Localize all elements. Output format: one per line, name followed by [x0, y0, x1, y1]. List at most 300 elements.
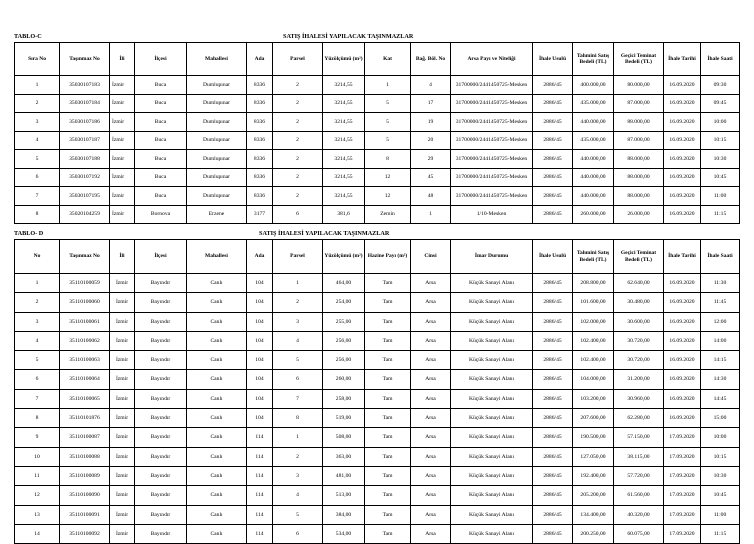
table-cell: 35030107183	[60, 76, 110, 95]
table-cell: Buca	[135, 113, 187, 132]
tabloD-header-cell: Cinsi	[411, 240, 451, 274]
tablo-c-title: SATIŞ İHALESİ YAPILACAK TAŞINMAZLAR	[283, 33, 414, 40]
table-cell: 2	[273, 293, 323, 312]
table-cell: Tam	[365, 293, 411, 312]
table-row	[15, 486, 740, 505]
table-cell: 15:00	[701, 409, 740, 428]
table-cell: 104	[247, 274, 273, 293]
table-cell: Tam	[365, 274, 411, 293]
table-cell: Küçük Sanayi Alanı	[451, 447, 533, 466]
tabloD-header-cell: Parsel	[273, 240, 323, 274]
tabloD-header-cell: Yüzölçümü (m²)	[323, 240, 365, 274]
table-cell: 35020104259	[60, 205, 110, 224]
table-row	[15, 409, 740, 428]
table-cell: 16.09.2020	[664, 274, 701, 293]
table-cell: Tam	[365, 389, 411, 408]
table-cell: 11:00	[701, 187, 740, 206]
table-cell: Bayındır	[135, 524, 187, 543]
table-cell: Canlı	[187, 274, 247, 293]
table-cell: 2886/45	[533, 447, 573, 466]
tabloC-header-cell: İhale Usulü	[533, 43, 573, 76]
table-cell: 3214,55	[323, 131, 365, 150]
table-cell: Küçük Sanayi Alanı	[451, 524, 533, 543]
table-cell: İzmir	[110, 113, 135, 132]
tabloD-header-cell: İhale Saati	[701, 240, 740, 274]
table-cell: 2886/45	[533, 113, 573, 132]
table-cell: 6	[15, 168, 60, 187]
table-cell: 2	[273, 187, 323, 206]
table-cell: Bayındır	[135, 505, 187, 524]
table-cell: Arsa	[411, 331, 451, 350]
table-cell: 1	[273, 428, 323, 447]
tabloC-header-cell: Yüzölçümü (m²)	[323, 43, 365, 76]
table-cell: 31700000/2441450725-Mesken	[451, 94, 533, 113]
table-cell: 435.000,00	[573, 131, 614, 150]
table-cell: 88.000,00	[614, 168, 664, 187]
table-cell: Küçük Sanayi Alanı	[451, 428, 533, 447]
table-cell: Küçük Sanayi Alanı	[451, 486, 533, 505]
table-cell: 6	[273, 524, 323, 543]
table-cell: 35030107184	[60, 94, 110, 113]
table-cell: 5	[365, 94, 411, 113]
table-row	[15, 428, 740, 447]
table-cell: 400.000,00	[573, 76, 614, 95]
table-cell: 17.09.2020	[664, 466, 701, 485]
table-cell: 16.09.2020	[664, 389, 701, 408]
table-cell: 205.200,00	[573, 486, 614, 505]
tabloD-header-cell: İhale Usulü	[533, 240, 573, 274]
table-cell: 61.560,00	[614, 486, 664, 505]
table-cell: 2886/45	[533, 205, 573, 224]
tablo-c-table	[14, 42, 740, 224]
tablo-c-label: TABLO-C	[14, 33, 42, 40]
tablo-d-title: SATIŞ İHALESİ YAPILACAK TAŞINMAZLAR	[259, 230, 390, 237]
table-cell: 8	[365, 150, 411, 169]
table-cell: 16.09.2020	[664, 351, 701, 370]
table-cell: 2886/45	[533, 428, 573, 447]
table-cell: Arsa	[411, 274, 451, 293]
table-cell: 1	[15, 274, 60, 293]
table-cell: 5	[273, 351, 323, 370]
table-cell: 8	[15, 205, 60, 224]
table-cell: 2	[273, 113, 323, 132]
table-cell: 1/10-Mesken	[451, 205, 533, 224]
table-cell: 11:15	[701, 205, 740, 224]
table-cell: Buca	[135, 94, 187, 113]
table-cell: 35110100088	[60, 447, 110, 466]
table-cell: 35110100065	[60, 389, 110, 408]
table-cell: 60.075,00	[614, 524, 664, 543]
table-cell: 8	[15, 409, 60, 428]
table-cell: İzmir	[110, 331, 135, 350]
table-row	[15, 274, 740, 293]
table-cell: 16.09.2020	[664, 76, 701, 95]
table-cell: 103.200,00	[573, 389, 614, 408]
table-cell: 7	[15, 187, 60, 206]
table-cell: 5	[273, 505, 323, 524]
table-cell: 114	[247, 447, 273, 466]
table-cell: 31700000/2441450725-Mesken	[451, 168, 533, 187]
table-cell: Canlı	[187, 370, 247, 389]
table-cell: 2886/45	[533, 331, 573, 350]
tabloC-header-cell: Taşınmaz No	[60, 43, 110, 76]
table-cell: 62.280,00	[614, 409, 664, 428]
table-cell: 8336	[247, 94, 273, 113]
table-cell: 35110100061	[60, 312, 110, 331]
table-cell: 101.600,00	[573, 293, 614, 312]
table-cell: Canlı	[187, 409, 247, 428]
table-cell: 2886/45	[533, 94, 573, 113]
table-cell: 09:45	[701, 94, 740, 113]
table-cell: 31700000/2441450725-Mesken	[451, 76, 533, 95]
table-cell: 16.09.2020	[664, 370, 701, 389]
table-cell: Arsa	[411, 505, 451, 524]
table-cell: 114	[247, 466, 273, 485]
table-cell: 2886/45	[533, 293, 573, 312]
table-cell: 35110100091	[60, 505, 110, 524]
table-cell: Tam	[365, 524, 411, 543]
table-cell: 104	[247, 293, 273, 312]
table-row	[15, 447, 740, 466]
table-cell: Arsa	[411, 409, 451, 428]
table-cell: 12:00	[701, 312, 740, 331]
table-cell: 2886/45	[533, 312, 573, 331]
table-cell: Erzene	[187, 205, 247, 224]
table-cell: Küçük Sanayi Alanı	[451, 389, 533, 408]
table-cell: 16.09.2020	[664, 409, 701, 428]
tabloC-header-cell: Parsel	[273, 43, 323, 76]
table-cell: Canlı	[187, 331, 247, 350]
table-cell: 114	[247, 486, 273, 505]
table-cell: Zemin	[365, 205, 411, 224]
table-cell: 2886/45	[533, 486, 573, 505]
table-cell: 35110100059	[60, 274, 110, 293]
table-cell: 26.000,00	[614, 205, 664, 224]
tabloC-header-cell: Kat	[365, 43, 411, 76]
table-row	[15, 524, 740, 543]
table-cell: 4	[273, 486, 323, 505]
table-cell: 2	[15, 94, 60, 113]
tabloC-header-cell: Tahmini Satış Bedeli (TL)	[573, 43, 614, 76]
table-cell: 87.000,00	[614, 94, 664, 113]
table-cell: Arsa	[411, 447, 451, 466]
tabloC-header-cell: Ada	[247, 43, 273, 76]
table-cell: 31700000/2441450725-Mesken	[451, 150, 533, 169]
table-cell: 17	[411, 94, 451, 113]
table-cell: 6	[15, 370, 60, 389]
table-cell: Küçük Sanayi Alanı	[451, 293, 533, 312]
table-cell: Arsa	[411, 428, 451, 447]
tablo-d-body	[15, 274, 740, 544]
table-cell: 17.09.2020	[664, 447, 701, 466]
table-cell: 14:30	[701, 370, 740, 389]
table-cell: 2	[273, 94, 323, 113]
table-cell: 256,00	[323, 331, 365, 350]
table-cell: 254,00	[323, 293, 365, 312]
table-cell: Dumlupınar	[187, 187, 247, 206]
table-cell: 104	[247, 389, 273, 408]
tabloD-header-cell: İmar Durumu	[451, 240, 533, 274]
table-cell: 260.000,00	[573, 205, 614, 224]
table-cell: 57.720,00	[614, 466, 664, 485]
table-cell: 3	[15, 113, 60, 132]
table-cell: 114	[247, 505, 273, 524]
table-cell: İzmir	[110, 466, 135, 485]
table-cell: İzmir	[110, 187, 135, 206]
table-cell: 5	[15, 351, 60, 370]
table-cell: 8336	[247, 113, 273, 132]
tabloD-header-cell: Mahallesi	[187, 240, 247, 274]
table-cell: 6	[273, 205, 323, 224]
table-cell: 35030107195	[60, 187, 110, 206]
table-cell: 3214,55	[323, 113, 365, 132]
table-cell: Küçük Sanayi Alanı	[451, 505, 533, 524]
tabloD-header-cell: Taşınmaz No	[60, 240, 110, 274]
table-cell: Canlı	[187, 312, 247, 331]
table-cell: 80.000,00	[614, 76, 664, 95]
tabloC-header-cell: Mahallesi	[187, 43, 247, 76]
table-cell: 11:15	[701, 524, 740, 543]
table-cell: 464,00	[323, 274, 365, 293]
table-cell: 2	[273, 447, 323, 466]
table-cell: 260,00	[323, 370, 365, 389]
table-cell: Dumlupınar	[187, 113, 247, 132]
table-cell: 508,00	[323, 428, 365, 447]
table-cell: 16.09.2020	[664, 205, 701, 224]
table-cell: 10:45	[701, 486, 740, 505]
table-cell: 2886/45	[533, 131, 573, 150]
table-cell: 16.09.2020	[664, 293, 701, 312]
table-cell: 4	[411, 76, 451, 95]
tabloD-header-cell: Geçici Teminat Bedeli (TL)	[614, 240, 664, 274]
table-cell: 30.480,00	[614, 293, 664, 312]
table-row	[15, 293, 740, 312]
table-cell: 31700000/2441450725-Mesken	[451, 187, 533, 206]
table-row	[15, 94, 740, 113]
table-cell: İzmir	[110, 76, 135, 95]
tablo-d-header-row	[15, 240, 740, 274]
table-cell: 440.000,00	[573, 113, 614, 132]
table-cell: 40.320,00	[614, 505, 664, 524]
table-cell: Dumlupınar	[187, 150, 247, 169]
table-cell: Tam	[365, 486, 411, 505]
table-cell: 3177	[247, 205, 273, 224]
tabloD-header-cell: Hazine Payı (m²)	[365, 240, 411, 274]
table-cell: Bayındır	[135, 293, 187, 312]
table-cell: Küçük Sanayi Alanı	[451, 409, 533, 428]
table-cell: 5	[15, 150, 60, 169]
table-cell: İzmir	[110, 389, 135, 408]
table-cell: Tam	[365, 312, 411, 331]
table-cell: Bayındır	[135, 428, 187, 447]
table-cell: Tam	[365, 370, 411, 389]
table-cell: 35110100060	[60, 293, 110, 312]
table-cell: Buca	[135, 150, 187, 169]
table-cell: 12	[365, 168, 411, 187]
tabloC-header-cell: İli	[110, 43, 135, 76]
table-cell: 16.09.2020	[664, 168, 701, 187]
table-cell: 11	[15, 466, 60, 485]
table-cell: 440.000,00	[573, 187, 614, 206]
table-cell: Küçük Sanayi Alanı	[451, 466, 533, 485]
table-cell: 435.000,00	[573, 94, 614, 113]
table-cell: 35110101876	[60, 409, 110, 428]
table-cell: Arsa	[411, 312, 451, 331]
table-cell: İzmir	[110, 409, 135, 428]
table-cell: 104	[247, 331, 273, 350]
table-cell: 10	[15, 447, 60, 466]
table-cell: 2886/45	[533, 168, 573, 187]
table-cell: 30.720,00	[614, 351, 664, 370]
table-row	[15, 76, 740, 95]
table-cell: 513,00	[323, 486, 365, 505]
table-cell: 48	[411, 187, 451, 206]
table-cell: 104.000,00	[573, 370, 614, 389]
table-cell: 519,00	[323, 409, 365, 428]
table-cell: 3214,55	[323, 187, 365, 206]
table-cell: İzmir	[110, 131, 135, 150]
table-cell: 29	[411, 150, 451, 169]
table-cell: 11:45	[701, 293, 740, 312]
table-cell: 09:30	[701, 76, 740, 95]
table-cell: Dumlupınar	[187, 168, 247, 187]
table-cell: 3214,55	[323, 150, 365, 169]
table-cell: 440.000,00	[573, 150, 614, 169]
table-cell: İzmir	[110, 293, 135, 312]
table-cell: Bayındır	[135, 312, 187, 331]
table-cell: 16.09.2020	[664, 312, 701, 331]
table-cell: 208.800,00	[573, 274, 614, 293]
table-cell: 31.200,00	[614, 370, 664, 389]
table-cell: Buca	[135, 131, 187, 150]
tabloC-header-cell: İhale Saati	[701, 43, 740, 76]
table-cell: 31700000/2441450725-Mesken	[451, 131, 533, 150]
table-cell: Küçük Sanayi Alanı	[451, 370, 533, 389]
tabloD-header-cell: No	[15, 240, 60, 274]
table-row	[15, 370, 740, 389]
table-cell: 16.09.2020	[664, 94, 701, 113]
table-cell: 17.09.2020	[664, 486, 701, 505]
table-cell: 8	[273, 409, 323, 428]
table-cell: 1	[365, 76, 411, 95]
table-cell: 4	[15, 131, 60, 150]
table-cell: 4	[273, 331, 323, 350]
tabloC-header-cell: Arsa Payı ve Niteliği	[451, 43, 533, 76]
table-cell: 16.09.2020	[664, 331, 701, 350]
table-cell: 30.600,00	[614, 312, 664, 331]
table-cell: 1	[273, 274, 323, 293]
table-cell: 114	[247, 524, 273, 543]
table-cell: Bayındır	[135, 486, 187, 505]
table-cell: 6	[273, 370, 323, 389]
table-cell: 19	[411, 113, 451, 132]
table-cell: İzmir	[110, 428, 135, 447]
table-cell: 35110100062	[60, 331, 110, 350]
table-cell: 3214,55	[323, 94, 365, 113]
table-cell: Bornova	[135, 205, 187, 224]
table-cell: 3	[273, 312, 323, 331]
tabloD-header-cell: İhale Tarihi	[664, 240, 701, 274]
table-cell: 363,00	[323, 447, 365, 466]
table-cell: Arsa	[411, 293, 451, 312]
table-cell: Tam	[365, 447, 411, 466]
table-cell: 2	[273, 168, 323, 187]
table-cell: Bayındır	[135, 331, 187, 350]
table-row	[15, 187, 740, 206]
table-cell: 114	[247, 428, 273, 447]
table-cell: 8336	[247, 150, 273, 169]
table-cell: 8336	[247, 187, 273, 206]
table-cell: 16.09.2020	[664, 113, 701, 132]
table-cell: 2886/45	[533, 76, 573, 95]
table-cell: Bayındır	[135, 351, 187, 370]
table-cell: 62.640,00	[614, 274, 664, 293]
table-cell: 104	[247, 370, 273, 389]
table-cell: 4	[15, 331, 60, 350]
table-cell: 8336	[247, 76, 273, 95]
table-cell: 10:15	[701, 447, 740, 466]
table-cell: Bayındır	[135, 274, 187, 293]
table-cell: Tam	[365, 428, 411, 447]
table-cell: Canlı	[187, 351, 247, 370]
table-cell: 7	[15, 389, 60, 408]
table-cell: Bayındır	[135, 370, 187, 389]
table-cell: 88.000,00	[614, 150, 664, 169]
table-row	[15, 113, 740, 132]
table-cell: Canlı	[187, 428, 247, 447]
table-cell: İzmir	[110, 94, 135, 113]
table-cell: 10:00	[701, 113, 740, 132]
table-cell: 14:00	[701, 331, 740, 350]
table-cell: 190.500,00	[573, 428, 614, 447]
table-cell: 17.09.2020	[664, 428, 701, 447]
table-cell: 2886/45	[533, 351, 573, 370]
table-cell: Canlı	[187, 466, 247, 485]
table-cell: 10:30	[701, 150, 740, 169]
table-row	[15, 389, 740, 408]
table-cell: Arsa	[411, 351, 451, 370]
table-cell: 534,00	[323, 524, 365, 543]
table-cell: 13	[15, 505, 60, 524]
table-cell: 16.09.2020	[664, 131, 701, 150]
table-cell: 381,6	[323, 205, 365, 224]
table-cell: Arsa	[411, 389, 451, 408]
table-cell: 3	[15, 312, 60, 331]
tabloD-header-cell: İli	[110, 240, 135, 274]
table-cell: İzmir	[110, 505, 135, 524]
table-cell: 17.09.2020	[664, 524, 701, 543]
tablo-d-table	[14, 239, 740, 544]
table-cell: Canlı	[187, 524, 247, 543]
table-cell: 12	[365, 187, 411, 206]
table-cell: Dumlupınar	[187, 131, 247, 150]
table-cell: 35110100089	[60, 466, 110, 485]
table-cell: 102.400,00	[573, 351, 614, 370]
table-cell: Buca	[135, 76, 187, 95]
table-cell: 10:15	[701, 131, 740, 150]
table-row	[15, 505, 740, 524]
table-cell: 11:30	[701, 274, 740, 293]
table-cell: 2	[15, 293, 60, 312]
table-cell: Küçük Sanayi Alanı	[451, 331, 533, 350]
table-cell: 35110100090	[60, 486, 110, 505]
table-cell: Canlı	[187, 486, 247, 505]
table-cell: 14:15	[701, 351, 740, 370]
table-cell: Arsa	[411, 466, 451, 485]
table-cell: 2886/45	[533, 389, 573, 408]
table-row	[15, 131, 740, 150]
table-cell: 7	[273, 389, 323, 408]
